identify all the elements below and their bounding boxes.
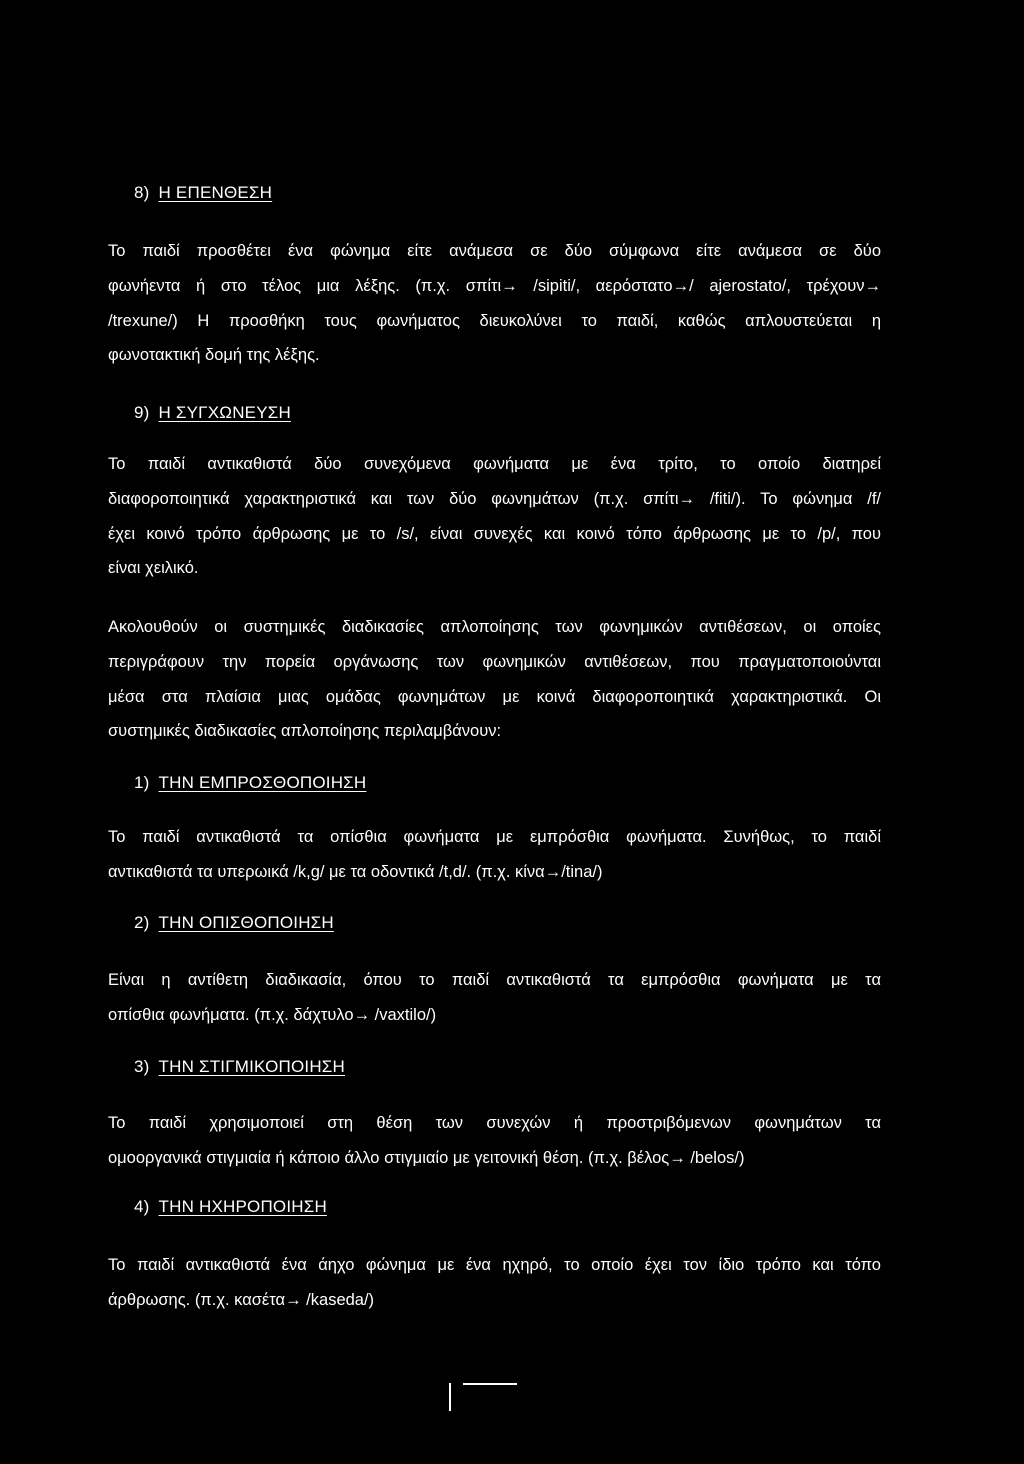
paragraph-line: οπίσθια φωνήματα. (π.χ. δάχτυλο→ /vaxtilo/) (108, 1005, 437, 1024)
paragraph-systemic-intro (108, 610, 881, 749)
paragraph-line: αντικαθιστά τα υπερωικά /k,g/ με τα οδοντικά /t,d/. (π.χ. κίνα→/tina/) (108, 862, 603, 881)
paragraph-line: /trexune/) Η προσθήκη τους φωνήματος διευκολύνει το παιδί, καθώς απλουστεύεται η (108, 311, 881, 330)
process-title: ΤΗΝ ΗΧΗΡΟΠΟΙΗΣΗ (158, 1197, 327, 1216)
paragraph-line: περιγράφουν την πορεία οργάνωσης των φωνημικών αντιθέσεων, που πραγματοποιούνται (108, 652, 881, 671)
paragraph-line: διαφοροποιητικά χαρακτηριστικά και των δύο φωνημάτων (π.χ. σπίτι→ /fiti/). Το φώνημα /f/ (108, 489, 881, 508)
paragraph-epenthesis (108, 234, 881, 373)
process-heading-4 (134, 1197, 327, 1217)
paragraph-line: έχει κοινό τρόπο άρθρωσης με το /s/, είναι συνεχές και κοινό τόπο άρθρωσης με το /p/, που (108, 524, 881, 543)
section-number: 9) (134, 403, 150, 422)
footer-tick (449, 1383, 451, 1411)
paragraph-line: Το παιδί αντικαθιστά τα οπίσθια φωνήματα με εμπρόσθια φωνήματα. Συνήθως, το παιδί (108, 828, 881, 846)
section-title: Η ΕΠΕΝΘΕΣΗ (158, 183, 273, 202)
section-heading-9 (134, 403, 291, 423)
paragraph-line: μέσα στα πλαίσια μιας ομάδας φωνημάτων με κοινά διαφοροποιητικά χαρακτηριστικά. Οι (108, 687, 881, 706)
process-heading-3 (134, 1057, 345, 1077)
paragraph-line: Το παιδί αντικαθιστά δύο συνεχόμενα φωνήματα με ένα τρίτο, το οποίο διατηρεί (108, 455, 881, 473)
paragraph-line: Το παιδί προσθέτει ένα φώνημα είτε ανάμεσα σε δύο σύμφωνα είτε ανάμεσα σε δύο (108, 242, 881, 260)
section-heading-8 (134, 183, 272, 203)
section-number: 8) (134, 183, 150, 202)
section-title: Η ΣΥΓΧΩΝΕΥΣΗ (158, 403, 291, 422)
paragraph-fronting (108, 820, 881, 890)
process-number: 2) (134, 913, 150, 932)
process-heading-2 (134, 913, 334, 933)
process-number: 3) (134, 1057, 150, 1076)
process-heading-1 (134, 773, 366, 793)
process-number: 1) (134, 773, 150, 792)
paragraph-line: Είναι η αντίθετη διαδικασία, όπου το παιδί αντικαθιστά τα εμπρόσθια φωνήματα με τα (108, 971, 881, 989)
paragraph-line: άρθρωσης. (π.χ. κασέτα→ /kaseda/) (108, 1290, 375, 1309)
process-number: 4) (134, 1197, 150, 1216)
paragraph-line: συστημικές διαδικασίες απλοποίησης περιλαμβάνουν: (108, 722, 502, 741)
paragraph-line: Ακολουθούν οι συστημικές διαδικασίες απλοποίησης των φωνημικών αντιθέσεων, οι οποίες (108, 618, 881, 636)
footer-rule (463, 1383, 517, 1385)
paragraph-line: Το παιδί αντικαθιστά ένα άηχο φώνημα με ένα ηχηρό, το οποίο έχει τον ίδιο τρόπο και τόπο (108, 1256, 881, 1274)
paragraph-line: φωνήεντα ή στο τέλος μια λέξης. (π.χ. σπίτι→ /sipiti/, αερόστατο→/ ajerostato/, τρέχουν→ (108, 276, 881, 295)
process-title: ΤΗΝ ΣΤΙΓΜΙΚΟΠΟΙΗΣΗ (158, 1057, 345, 1076)
paragraph-stopping (108, 1106, 881, 1176)
paragraph-line: Το παιδί χρησιμοποιεί στη θέση των συνεχών ή προστριβόμενων φωνημάτων τα (108, 1114, 881, 1132)
paragraph-line: είναι χειλικό. (108, 559, 199, 578)
paragraph-line: φωνοτακτική δομή της λέξης. (108, 346, 320, 365)
paragraph-voicing (108, 1248, 881, 1318)
paragraph-fusion (108, 447, 881, 586)
paragraph-backing (108, 963, 881, 1033)
paragraph-line: ομοοργανικά στιγμιαία ή κάποιο άλλο στιγμιαίο με γειτονική θέση. (π.χ. βέλος→ /belos/) (108, 1148, 745, 1167)
process-title: ΤΗΝ ΟΠΙΣΘΟΠΟΙΗΣΗ (158, 913, 334, 932)
process-title: ΤΗΝ ΕΜΠΡΟΣΘΟΠΟΙΗΣΗ (158, 773, 367, 792)
